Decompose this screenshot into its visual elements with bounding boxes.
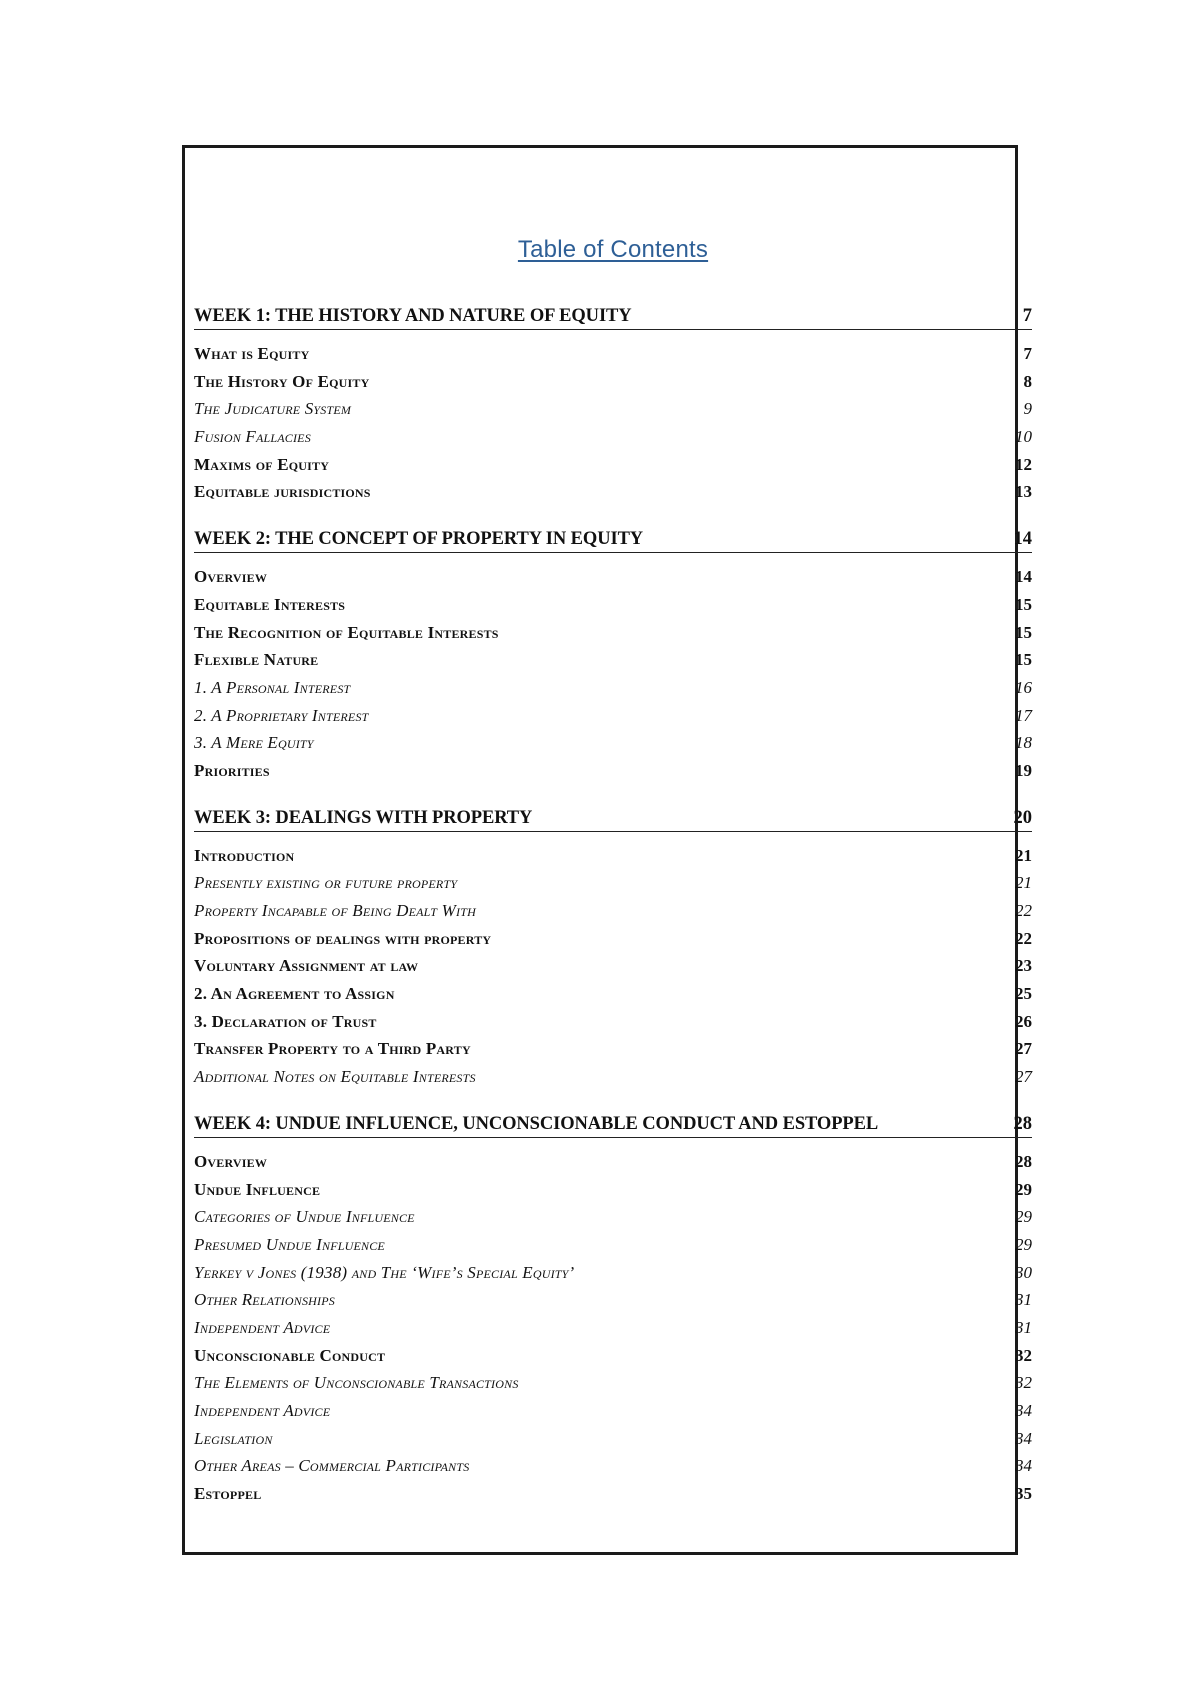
toc-entry[interactable] bbox=[194, 368, 1032, 396]
toc-entry-label: 2. A Proprietary Interest bbox=[194, 705, 369, 725]
toc-entry-page: 27 bbox=[1015, 1039, 1032, 1059]
toc-entry-page: 30 bbox=[1015, 1262, 1032, 1282]
toc-entry[interactable] bbox=[194, 869, 1032, 897]
toc-entry-page: 29 bbox=[1015, 1207, 1032, 1227]
toc-week-heading-page: 14 bbox=[1013, 529, 1032, 550]
toc-entry-label: Propositions of dealings with property bbox=[194, 928, 492, 948]
toc-entry[interactable] bbox=[194, 1397, 1032, 1425]
toc-entry[interactable] bbox=[194, 563, 1032, 591]
table-of-contents bbox=[194, 232, 1032, 1528]
toc-entry-page: 15 bbox=[1015, 650, 1032, 670]
toc-entry[interactable] bbox=[194, 702, 1032, 730]
toc-entry-page: 34 bbox=[1015, 1428, 1032, 1448]
toc-section-week-4 bbox=[194, 1111, 1032, 1508]
toc-entry-page: 21 bbox=[1015, 873, 1032, 893]
toc-entry-page: 10 bbox=[1015, 427, 1032, 447]
toc-entry-page: 28 bbox=[1015, 1151, 1032, 1171]
toc-entry-label: 1. A Personal Interest bbox=[194, 677, 351, 697]
toc-entry-page: 18 bbox=[1015, 733, 1032, 753]
toc-entry[interactable] bbox=[194, 1480, 1032, 1508]
toc-entry-page: 15 bbox=[1015, 594, 1032, 614]
toc-week-heading[interactable] bbox=[194, 1111, 1032, 1138]
toc-entry[interactable] bbox=[194, 925, 1032, 953]
toc-entry-label: Yerkey v Jones (1938) and The ‘Wife’s Special Equity’ bbox=[194, 1262, 575, 1282]
toc-entry-label: Maxims of Equity bbox=[194, 454, 330, 474]
toc-entry[interactable] bbox=[194, 1203, 1032, 1231]
toc-entry-label: Presently existing or future property bbox=[194, 873, 458, 893]
toc-sections bbox=[194, 303, 1032, 1508]
toc-entry-label: The Recognition of Equitable Interests bbox=[194, 622, 499, 642]
toc-entry[interactable] bbox=[194, 1063, 1032, 1091]
toc-entry-label: The Elements of Unconscionable Transactions bbox=[194, 1373, 519, 1393]
toc-entry[interactable] bbox=[194, 1176, 1032, 1204]
toc-entry-page: 34 bbox=[1015, 1456, 1032, 1476]
toc-section-week-2 bbox=[194, 526, 1032, 785]
toc-entry-label: Estoppel bbox=[194, 1484, 262, 1504]
toc-title: Table of Contents bbox=[517, 236, 709, 263]
toc-week-heading[interactable] bbox=[194, 526, 1032, 553]
toc-entry-page: 26 bbox=[1015, 1011, 1032, 1031]
toc-entry[interactable] bbox=[194, 646, 1032, 674]
toc-week-heading-page: 7 bbox=[1022, 306, 1032, 326]
toc-entry-page: 29 bbox=[1015, 1179, 1032, 1199]
toc-entry-page: 25 bbox=[1015, 984, 1032, 1004]
toc-entry-label: Fusion Fallacies bbox=[194, 427, 311, 447]
toc-entry[interactable] bbox=[194, 1425, 1032, 1453]
toc-entry-page: 27 bbox=[1015, 1067, 1032, 1087]
toc-entry-page: 19 bbox=[1015, 760, 1032, 780]
toc-entry[interactable] bbox=[194, 451, 1032, 479]
toc-entry-page: 23 bbox=[1015, 956, 1032, 976]
toc-entry-label: Property Incapable of Being Dealt With bbox=[194, 901, 476, 920]
toc-entry[interactable] bbox=[194, 729, 1032, 757]
toc-week-heading-label: WEEK 3: DEALINGS WITH PROPERTY bbox=[194, 807, 533, 828]
toc-week-heading-page: 28 bbox=[1013, 1113, 1032, 1134]
toc-entry-label: 3. Declaration of Trust bbox=[194, 1011, 377, 1031]
toc-entry[interactable] bbox=[194, 1008, 1032, 1036]
toc-entry-label: Introduction bbox=[194, 845, 295, 865]
toc-entry-label: Legislation bbox=[194, 1428, 273, 1448]
toc-entry-page: 35 bbox=[1015, 1484, 1032, 1504]
toc-entry-label: Voluntary Assignment at law bbox=[194, 956, 419, 976]
toc-entry-label: Independent Advice bbox=[194, 1317, 331, 1337]
toc-entry-label: Other Areas – Commercial Participants bbox=[194, 1456, 470, 1476]
toc-entry[interactable] bbox=[194, 1231, 1032, 1259]
toc-entry-page: 22 bbox=[1015, 901, 1032, 920]
toc-entry-page: 7 bbox=[1023, 344, 1032, 363]
toc-entry-label: Overview bbox=[194, 1151, 268, 1171]
toc-entry-page: 31 bbox=[1015, 1290, 1032, 1310]
toc-week-heading-label: WEEK 1: THE HISTORY AND NATURE OF EQUITY bbox=[194, 306, 632, 326]
toc-entry[interactable] bbox=[194, 1452, 1032, 1480]
toc-entry[interactable] bbox=[194, 478, 1032, 506]
toc-section-week-3 bbox=[194, 805, 1032, 1091]
toc-entry-page: 32 bbox=[1015, 1373, 1032, 1393]
toc-entry-page: 31 bbox=[1015, 1317, 1032, 1337]
toc-entry[interactable] bbox=[194, 423, 1032, 451]
toc-section-week-1 bbox=[194, 303, 1032, 506]
toc-entry[interactable] bbox=[194, 1148, 1032, 1176]
toc-entry-label: Undue Influence bbox=[194, 1179, 321, 1199]
toc-entry-page: 34 bbox=[1015, 1401, 1032, 1420]
toc-entry-label: Flexible Nature bbox=[194, 650, 319, 670]
toc-week-heading-label: WEEK 2: THE CONCEPT OF PROPERTY IN EQUITY bbox=[194, 529, 644, 550]
toc-entry-page: 22 bbox=[1015, 928, 1032, 948]
toc-entry[interactable] bbox=[194, 1369, 1032, 1397]
toc-entry-page: 14 bbox=[1015, 567, 1032, 587]
toc-entry-label: Other Relationships bbox=[194, 1290, 335, 1310]
toc-entry[interactable] bbox=[194, 395, 1032, 423]
toc-entry-label: Equitable Interests bbox=[194, 594, 346, 614]
toc-entry-page: 21 bbox=[1015, 845, 1032, 865]
toc-entry-label: Additional Notes on Equitable Interests bbox=[194, 1067, 476, 1087]
toc-entry-label: Priorities bbox=[194, 760, 270, 780]
toc-entry-label: What is Equity bbox=[194, 344, 310, 363]
toc-entry-label: Equitable jurisdictions bbox=[194, 482, 371, 502]
toc-entry[interactable] bbox=[194, 340, 1032, 368]
toc-week-heading-page: 20 bbox=[1013, 807, 1032, 828]
toc-entry[interactable] bbox=[194, 1314, 1032, 1342]
toc-entry-label: Unconscionable Conduct bbox=[194, 1345, 386, 1365]
toc-entry-label: The Judicature System bbox=[194, 399, 352, 419]
toc-entry-label: Independent Advice bbox=[194, 1401, 331, 1420]
toc-entry-page: 13 bbox=[1015, 482, 1032, 502]
toc-entry-label: 3. A Mere Equity bbox=[194, 733, 314, 753]
toc-entry-page: 17 bbox=[1015, 705, 1032, 725]
toc-entry-label: Overview bbox=[194, 567, 268, 587]
toc-entry[interactable] bbox=[194, 674, 1032, 702]
toc-entry-page: 29 bbox=[1015, 1234, 1032, 1254]
toc-entry[interactable] bbox=[194, 842, 1032, 870]
toc-entry-page: 16 bbox=[1015, 677, 1032, 697]
toc-entry-label: Presumed Undue Influence bbox=[194, 1234, 385, 1254]
toc-entry-page: 15 bbox=[1015, 622, 1032, 642]
toc-entry-page: 32 bbox=[1015, 1345, 1032, 1365]
toc-entry[interactable] bbox=[194, 980, 1032, 1008]
toc-week-heading[interactable] bbox=[194, 805, 1032, 832]
toc-entry-label: 2. An Agreement to Assign bbox=[194, 984, 395, 1004]
toc-entry[interactable] bbox=[194, 1286, 1032, 1314]
toc-entry-label: Categories of Undue Influence bbox=[194, 1207, 415, 1227]
toc-entry[interactable] bbox=[194, 1342, 1032, 1370]
toc-entry[interactable] bbox=[194, 897, 1032, 925]
toc-entry-page: 9 bbox=[1023, 399, 1032, 419]
toc-entry[interactable] bbox=[194, 757, 1032, 785]
toc-entry[interactable] bbox=[194, 619, 1032, 647]
toc-entry[interactable] bbox=[194, 591, 1032, 619]
toc-week-heading-label: WEEK 4: UNDUE INFLUENCE, UNCONSCIONABLE CONDUCT AND ESTOPPEL bbox=[194, 1113, 879, 1134]
toc-entry[interactable] bbox=[194, 1259, 1032, 1287]
toc-entry[interactable] bbox=[194, 952, 1032, 980]
toc-entry-label: The History Of Equity bbox=[194, 371, 370, 391]
toc-entry-page: 8 bbox=[1023, 371, 1032, 391]
toc-entry-label: Transfer Property to a Third Party bbox=[194, 1039, 471, 1059]
toc-entry-page: 12 bbox=[1015, 454, 1032, 474]
toc-entry[interactable] bbox=[194, 1035, 1032, 1063]
toc-week-heading[interactable] bbox=[194, 303, 1032, 330]
